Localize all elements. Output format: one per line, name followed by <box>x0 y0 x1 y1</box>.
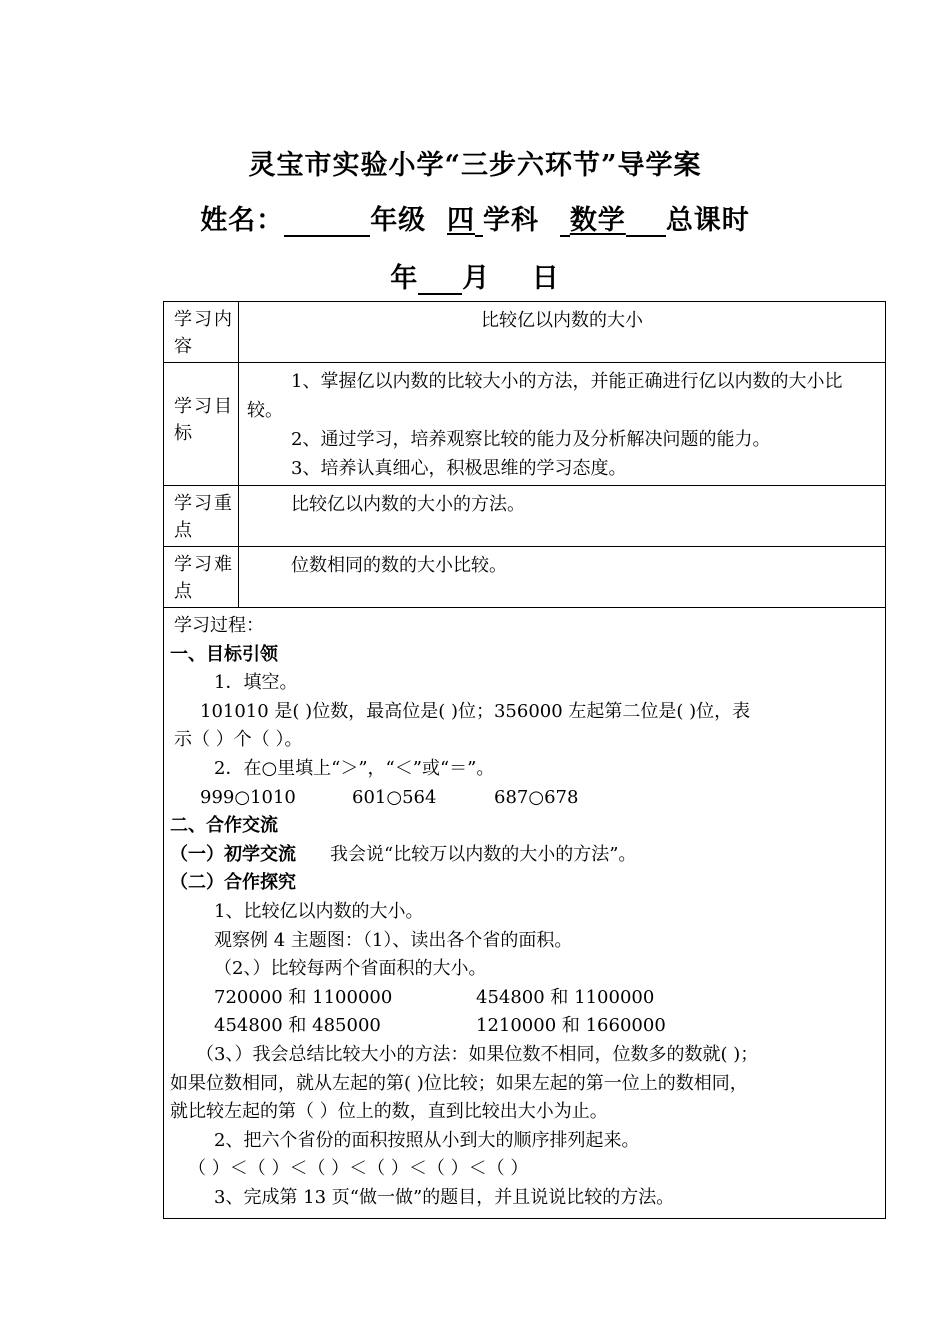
grade-value: 四 <box>447 205 475 236</box>
name-blank[interactable] <box>284 205 370 237</box>
goal-item: 3、培养认真细心，积极思维的学习态度。 <box>291 458 627 479</box>
compare-item: 687○678 <box>494 786 579 808</box>
compare-item: 601○564 <box>352 786 437 808</box>
pair-row <box>170 1012 879 1041</box>
year-label: 年 <box>390 263 419 294</box>
sub-section-label: （一）初学交流 <box>170 843 296 865</box>
sub-section-initial <box>170 841 879 870</box>
order-task: 2、把六个省份的面积按照从小到大的顺序排列起来。 <box>214 1129 640 1151</box>
subject-value: 数学 <box>569 205 626 236</box>
row-process <box>164 608 886 1219</box>
label-content: 学习内容 <box>164 302 239 363</box>
pair-item: 1210000 和 1660000 <box>476 1015 666 1037</box>
goal-item: 2、通过学习，培养观察比较的能力及分析解决问题的能力。 <box>291 429 771 450</box>
order-blanks: （ ）＜（ ）＜（ ）＜（ ）＜（ ）＜（ ） <box>188 1158 529 1180</box>
fill-blank-title: 1．填空。 <box>214 672 298 694</box>
summary-line: （3、）我会总结比较大小的方法：如果位数不相同，位数多的数就( )； <box>196 1043 759 1065</box>
subject-blank-pre <box>560 205 570 237</box>
row-goals <box>164 363 886 486</box>
fill-blank-line: 示（ ）个（ ）。 <box>174 729 303 751</box>
page-title: 灵宝市实验小学“三步六环节”导学案 <box>248 150 702 181</box>
header-info-line <box>0 198 950 237</box>
grade-blank <box>475 205 483 237</box>
key-text: 比较亿以内数的大小的方法。 <box>291 494 525 515</box>
section-target: 一、目标引领 <box>170 643 278 665</box>
subject-blank-post <box>626 205 666 237</box>
sub-section-explore: （二）合作探究 <box>170 872 296 894</box>
fill-blank-line: 101010 是( )位数，最高位是( )位；356000 左起第二位是( )位，表 <box>200 700 751 722</box>
content-text: 比较亿以内数的大小 <box>239 302 886 363</box>
day-label: 日 <box>531 263 560 294</box>
explore-item: （2、）比较每两个省面积的大小。 <box>214 958 487 980</box>
explore-item: 观察例 4 主题图：（1）、读出各个省的面积。 <box>214 929 573 951</box>
pair-row <box>170 984 879 1013</box>
label-goals: 学习目标 <box>164 363 239 486</box>
process-heading: 学习过程： <box>174 615 264 636</box>
month-blank[interactable] <box>418 263 462 295</box>
hours-label: 总课时 <box>665 205 750 236</box>
sub-section-text: 我会说“比较万以内数的大小的方法”。 <box>330 843 637 865</box>
process-cell <box>164 608 886 1219</box>
row-key <box>164 486 886 547</box>
subject-label: 学科 <box>483 205 539 236</box>
compare-row <box>170 784 879 813</box>
explore-item: 1、比较亿以内数的大小。 <box>214 900 424 922</box>
exercise-task: 3、完成第 13 页“做一做”的题目，并且说说比较的方法。 <box>214 1186 675 1208</box>
summary-line: 就比较左起的第（ ）位上的数，直到比较出大小为止。 <box>170 1101 608 1123</box>
label-key: 学习重点 <box>164 486 239 547</box>
summary-line: 如果位数相同，就从左起的第( )位比较；如果左起的第一位上的数相同， <box>170 1072 748 1094</box>
grade-label: 年级 <box>370 205 427 236</box>
pair-item: 720000 和 1100000 <box>214 986 393 1008</box>
row-difficulty <box>164 547 886 608</box>
difficulty-text: 位数相同的数的大小比较。 <box>291 555 507 576</box>
name-label: 姓名： <box>200 205 285 236</box>
row-content <box>164 302 886 363</box>
label-difficulty: 学习难点 <box>164 547 239 608</box>
month-label: 月 <box>462 263 491 294</box>
lesson-table <box>163 301 886 1219</box>
pair-item: 454800 和 485000 <box>214 1015 381 1037</box>
compare-item: 999○1010 <box>200 786 296 808</box>
pair-item: 454800 和 1100000 <box>476 986 655 1008</box>
date-line <box>0 256 950 295</box>
goal-item: 1、掌握亿以内数的比较大小的方法，并能正确进行亿以内数的大小比较。 <box>247 371 843 421</box>
section-cooperate: 二、合作交流 <box>170 815 278 837</box>
compare-title: 2．在○里填上“＞”，“＜”或“＝”。 <box>214 757 495 779</box>
goals-cell <box>239 363 886 486</box>
